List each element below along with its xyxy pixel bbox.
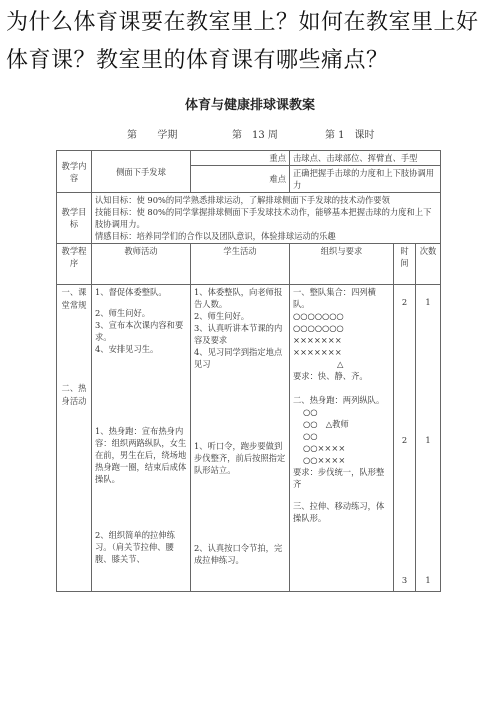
org-item: 二、热身跑：两列纵队。 <box>293 395 385 405</box>
difficulty-value: 正确把握手击球的力度和上下肢协调用力 <box>290 166 441 193</box>
semester-text: 学期 <box>157 130 178 141</box>
header-org: 组织与要求 <box>290 244 394 285</box>
goals-label: 教学目标 <box>57 193 92 244</box>
header-procedure: 教学程序 <box>57 244 92 285</box>
week-number: 第 13 周 <box>232 130 278 141</box>
semester-label <box>127 126 177 141</box>
student-item: 1、听口令，跑步要做到步伐整齐，前后按照指定队形站立。 <box>194 441 286 475</box>
lesson-plan-table <box>56 150 441 592</box>
header-student: 学生活动 <box>191 244 290 285</box>
teacher-item: 3、宣布本次课内容和要求。 <box>95 320 184 342</box>
stage-routine: 一、课堂常规 <box>61 287 87 310</box>
org-item: 三、拉伸、移动练习，体操队形。 <box>293 501 385 523</box>
formation-row: ○○ △教师 <box>303 419 349 429</box>
time-value: 2 <box>401 435 408 445</box>
org-requirement: 要求：步伐统一，队形整齐 <box>293 467 385 489</box>
count-value: 1 <box>425 435 431 445</box>
goal-affective: 情感目标：培养同学们的合作以及团队意识，体验排球运动的乐趣 <box>95 231 336 241</box>
formation-row: ○○×××× <box>303 443 346 453</box>
key-value: 击球点、击球部位、挥臂直、手型 <box>290 151 441 166</box>
goal-cognitive: 认知目标：使 90%的同学熟悉排球运动，了解排球侧面下手发球的技术动作要领 <box>95 195 390 205</box>
formation-row: ○○×××× <box>303 455 346 465</box>
time-cell <box>394 285 416 592</box>
key-label: 重点 <box>191 151 290 166</box>
article-headline: 为什么体育课要在教室里上？如何在教室里上好体育课？教室里的体育课有哪些痛点？ <box>6 10 479 73</box>
count-value: 1 <box>425 575 431 585</box>
count-cell <box>416 285 441 592</box>
time-value: 3 <box>401 575 408 585</box>
content-label: 教学内容 <box>57 151 92 193</box>
organization-requirements <box>290 285 394 592</box>
semester-prefix: 第 <box>127 130 137 141</box>
goals-cell <box>92 193 441 244</box>
procedure-body-row <box>57 285 441 592</box>
procedure-header-row <box>57 244 441 285</box>
formation-row: ○○ <box>303 431 318 441</box>
student-item: 2、认真按口令节拍，完成拉伸练习。 <box>194 543 283 565</box>
content-row <box>57 151 441 166</box>
formation-row: ○○○○○○○ <box>293 311 344 321</box>
header-teacher: 教师活动 <box>92 244 191 285</box>
formation-row: ○○○○○○○ <box>293 323 344 333</box>
goal-skill: 技能目标：使 80%的同学掌握排球侧面下手发球技术动作，能够基本把握击球的力度和上下肢协调用力。 <box>95 207 432 229</box>
formation-row: ××××××× <box>293 347 342 357</box>
student-item: 4、见习同学到指定地点见习 <box>194 347 283 369</box>
teacher-item: 2、师生问好。 <box>95 308 151 318</box>
lesson-plan-title: 体育与健康排球课教案 <box>184 98 315 113</box>
count-value: 1 <box>425 297 431 307</box>
student-item: 1、体委整队，向老师报告人数。 <box>194 287 283 309</box>
stage-cell <box>57 285 92 592</box>
stage-warmup: 二、热身活动 <box>61 383 87 406</box>
teacher-position-marker: △ <box>337 359 344 369</box>
formation-row: ○○ <box>303 407 318 417</box>
difficulty-label: 难点 <box>191 166 290 193</box>
teacher-activities <box>92 285 191 592</box>
formation-row: ××××××× <box>293 335 342 345</box>
org-item: 一、整队集合：四列横队。 <box>293 287 376 309</box>
org-requirement: 要求：快、静、齐。 <box>293 371 368 381</box>
time-value: 2 <box>401 297 408 307</box>
lesson-number: 第 1 课时 <box>325 130 375 141</box>
goals-row <box>57 193 441 244</box>
teacher-item: 4、安排见习生。 <box>95 344 159 354</box>
content-value: 侧面下手发球 <box>92 151 191 193</box>
teacher-item: 1、热身跑：宣布热身内容：组织两路纵队，女生在前，男生在后，绕场地热身跑一圈，结束后成体操队。 <box>95 426 187 484</box>
teacher-item: 1、督促体委整队。 <box>95 287 167 297</box>
student-activities <box>191 285 290 592</box>
student-item: 3、认真听讲本节课的内容及要求 <box>194 323 283 345</box>
header-time: 时间 <box>394 244 416 285</box>
student-item: 2、师生问好。 <box>194 311 250 321</box>
header-count: 次数 <box>416 244 441 285</box>
teacher-item: 2、组织简单的拉伸练习。（肩关节拉伸、腰腹、膝关节、 <box>95 530 175 564</box>
